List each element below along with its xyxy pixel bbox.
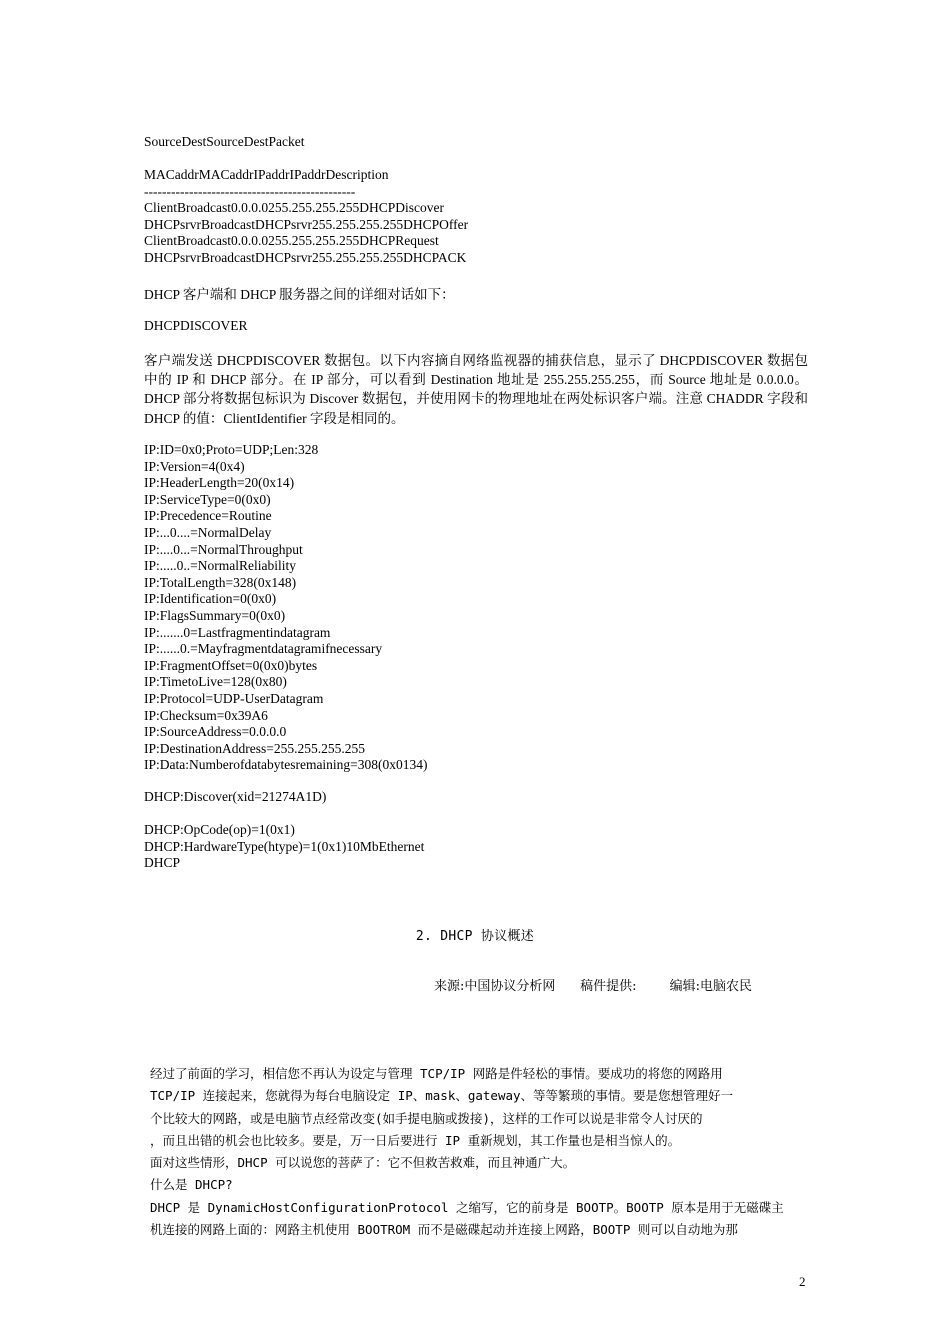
header-line-2: MACaddrMACaddrIPaddrIPaddrDescription (144, 167, 389, 183)
ip-line: IP:Protocol=UDP-UserDatagram (144, 690, 324, 706)
ip-line: IP:TotalLength=328(0x148) (144, 574, 297, 590)
dhcp-line: DHCP (144, 855, 181, 871)
ip-line: IP:Precedence=Routine (144, 508, 272, 524)
article-line: 面对这些情形，DHCP 可以说您的菩萨了：它不但救苦救难，而且神通广大。 (150, 1155, 576, 1171)
ip-line: IP:HeaderLength=20(0x14) (144, 475, 295, 491)
ip-line: IP:TimetoLive=128(0x80) (144, 674, 287, 690)
ip-line: IP:ServiceType=0(0x0) (144, 491, 271, 507)
article-line: TCP/IP 连接起来，您就得为每台电脑设定 IP、mask、gateway、等等繁琐的事情。要是您想管理好一 (150, 1088, 734, 1104)
table-row: DHCPsrvrBroadcastDHCPsrvr255.255.255.255DHCPACK (144, 249, 467, 265)
article-line: 个比较大的网路，或是电脑节点经常改变(如手提电脑或拨接)，这样的工作可以说是非常令人讨厌的 (150, 1110, 703, 1126)
ip-line: IP:SourceAddress=0.0.0.0 (144, 724, 287, 740)
article-line: 什么是 DHCP? (150, 1177, 233, 1193)
table-row: DHCPsrvrBroadcastDHCPsrvr255.255.255.255DHCPOffer (144, 216, 469, 232)
header-line-1: SourceDestSourceDestPacket (144, 134, 305, 149)
article-line: 经过了前面的学习，相信您不再认为设定与管理 TCP/IP 网路是件轻松的事情。要成功的将您的网路用 (150, 1066, 723, 1081)
source-credits: 来源:中国协议分析网 稿件提供: 编辑:电脑农民 (434, 979, 752, 994)
article-line: 机连接的网路上面的：网路主机使用 BOOTROM 而不是磁碟起动并连接上网路，BOOTP 则可以自动地为那 (150, 1222, 738, 1238)
article-line: ，而且出错的机会也比较多。要是，万一日后要进行 IP 重新规划，其工作量也是相当惊人的。 (150, 1132, 681, 1148)
section-title: 2. DHCP 协议概述 (415, 929, 535, 944)
table-divider: ----------------------------------------------- (144, 183, 356, 199)
dhcp-fields (144, 822, 808, 872)
ip-line: IP:....0...=NormalThroughput (144, 541, 303, 557)
discover-heading: DHCPDISCOVER (144, 318, 248, 333)
ip-line: IP:Identification=0(0x0) (144, 591, 277, 607)
ip-line: IP:......0.=Mayfragmentdatagramifnecessary (144, 641, 383, 657)
ip-line: IP:.......0=Lastfragmentindatagram (144, 624, 331, 640)
ip-capture (144, 442, 808, 774)
dhcp-line: DHCP:HardwareType(htype)=1(0x1)10MbEthernet (144, 838, 425, 854)
page-number: 2 (799, 1274, 806, 1289)
ip-line: IP:Checksum=0x39A6 (144, 707, 268, 723)
ip-line: IP:FragmentOffset=0(0x0)bytes (144, 657, 318, 673)
discover-paragraph: 客户端发送 DHCPDISCOVER 数据包。以下内容摘自网络监视器的捕获信息，显示了 DHCPDISCOVER 数据包中的 IP 和 DHCP 部分。在 IP 部分，可以看到 Destination 地址是 255.255.255.255，而 Source 地址是 0.0.0.0。DHCP 部分将数据包标识为 Discover 数据包，并使用网卡的物理地址在两处标识客户端。注意 CHADDR 字段和 DHCP 的值：ClientIdentifier 字段是相同的。 (144, 353, 808, 426)
article-body (150, 1063, 792, 1241)
ip-line: IP:DestinationAddress=255.255.255.255 (144, 740, 365, 756)
ip-line: IP:...0....=NormalDelay (144, 524, 272, 540)
dhcp-discover-line: DHCP:Discover(xid=21274A1D) (144, 789, 327, 804)
table-row: ClientBroadcast0.0.0.0255.255.255.255DHCPDiscover (144, 200, 444, 216)
ip-line: IP:ID=0x0;Proto=UDP;Len:328 (144, 442, 319, 457)
ip-line: IP:FlagsSummary=0(0x0) (144, 607, 286, 623)
ip-line: IP:Version=4(0x4) (144, 458, 245, 474)
article-line: DHCP 是 DynamicHostConfigurationProtocol 之缩写，它的前身是 BOOTP。BOOTP 原本是用于无磁碟主 (150, 1199, 784, 1215)
ip-line: IP:Data:Numberofdatabytesremaining=308(0x0134) (144, 757, 428, 773)
packet-table (144, 167, 808, 267)
intro-text: DHCP 客户端和 DHCP 服务器之间的详细对话如下： (144, 287, 455, 302)
table-row: ClientBroadcast0.0.0.0255.255.255.255DHCPRequest (144, 233, 439, 249)
ip-line: IP:.....0..=NormalReliability (144, 558, 296, 574)
dhcp-line: DHCP:OpCode(op)=1(0x1) (144, 822, 295, 837)
